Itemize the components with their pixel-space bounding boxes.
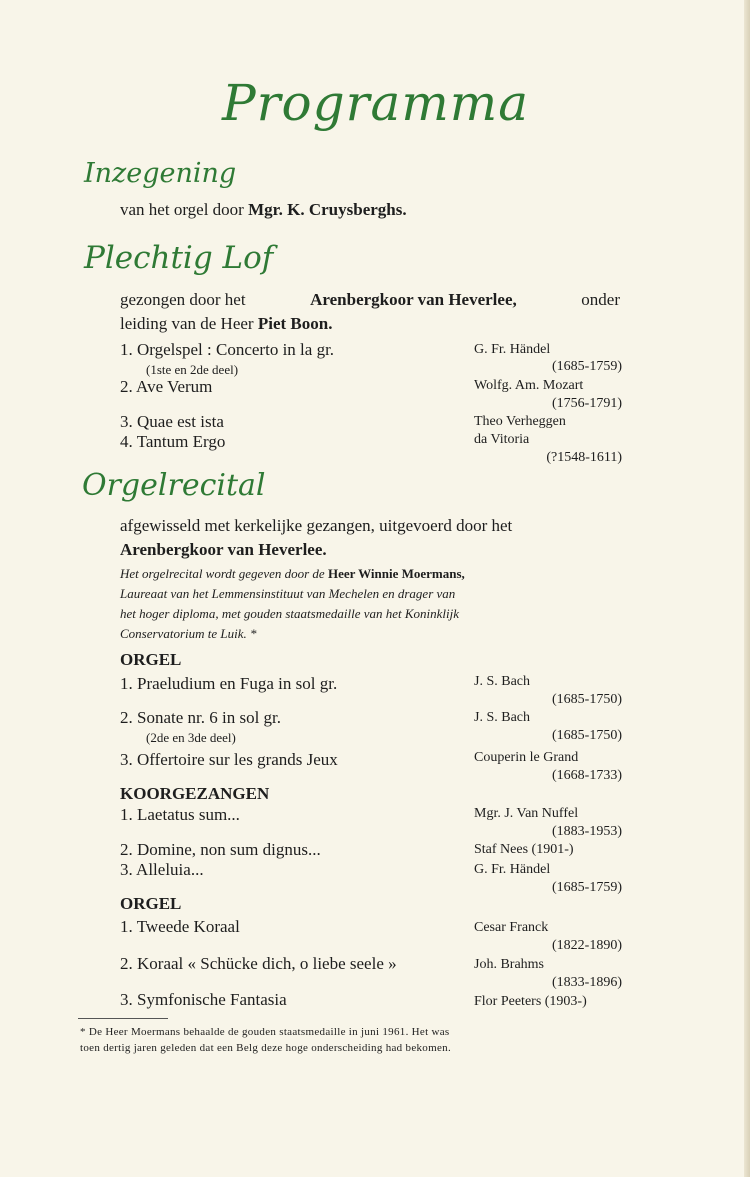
list-item: 1. Tweede Koraal [120, 917, 240, 936]
composer: Wolfg. Am. Mozart [474, 378, 584, 393]
plechtig-intro-line1 [120, 290, 620, 310]
list-item: 3. Quae est ista [120, 412, 224, 431]
plechtig-intro-a: gezongen door het [120, 290, 246, 309]
composer-dates: (1685-1759) [552, 880, 622, 895]
item-note: (1ste en 2de deel) [146, 362, 239, 377]
composer: G. Fr. Händel [474, 342, 551, 357]
section-label-koorgezangen: KOORGEZANGEN [120, 784, 270, 803]
list-item: 2. Domine, non sum dignus... [120, 840, 321, 859]
plechtig-intro-d: leiding van de Heer [120, 314, 254, 333]
section-label-orgel: ORGEL [120, 650, 182, 669]
list-item: 1. Orgelspel : Concerto in la gr. [120, 340, 335, 359]
composer: Theo Verheggen [474, 414, 566, 429]
list-item: 1. Praeludium en Fuga in sol gr. [120, 674, 338, 693]
orgelrecital-intro-line1: afgewisseld met kerkelijke gezangen, uitgevoerd door het [120, 516, 513, 535]
list-item: 3. Offertoire sur les grands Jeux [120, 750, 338, 769]
heading-plechtig-lof: Plechtig Lof [84, 240, 274, 276]
composer: Flor Peeters (1903-) [474, 994, 587, 1009]
composer: da Vitoria [474, 432, 530, 447]
heading-orgelrecital: Orgelrecital [82, 468, 266, 503]
composer: Couperin le Grand [474, 750, 579, 765]
composer-dates: (1685-1759) [552, 359, 622, 374]
recital-note-a: Het orgelrecital wordt gegeven door de [120, 566, 325, 581]
list-item: 2. Sonate nr. 6 in sol gr. [120, 708, 282, 727]
plechtig-intro-line2 [120, 314, 332, 334]
section-label-orgel-2: ORGEL [120, 894, 182, 913]
inzegening-text-b: Mgr. K. Cruysberghs. [248, 200, 407, 219]
list-item: 4. Tantum Ergo [120, 432, 226, 451]
footnote-divider [78, 1018, 168, 1019]
plechtig-intro-c: onder [581, 290, 620, 309]
composer: Mgr. J. Van Nuffel [474, 806, 579, 821]
composer-dates: (1668-1733) [552, 768, 622, 783]
composer-dates: (1685-1750) [552, 692, 622, 707]
inzegening-text [120, 200, 407, 220]
list-item: 2. Ave Verum [120, 377, 213, 396]
composer-dates: (1822-1890) [552, 938, 622, 953]
composer: J. S. Bach [474, 710, 530, 725]
composer: J. S. Bach [474, 674, 530, 689]
recital-note-line4: Conservatorium te Luik. * [120, 626, 257, 641]
composer: Cesar Franck [474, 920, 549, 935]
footnote-line2: toen dertig jaren geleden dat een Belg deze hoge onderscheiding had bekomen. [80, 1042, 451, 1054]
composer: G. Fr. Händel [474, 862, 551, 877]
page-title: Programma [222, 74, 529, 132]
list-item: 2. Koraal « Schücke dich, o liebe seele » [120, 954, 397, 973]
heading-inzegening: Inzegening [84, 158, 237, 189]
list-item: 1. Laetatus sum... [120, 805, 240, 824]
composer-dates: (1685-1750) [552, 728, 622, 743]
composer: Joh. Brahms [474, 957, 544, 972]
inzegening-text-a: van het orgel door [120, 200, 244, 219]
composer-dates: (?1548-1611) [546, 450, 622, 465]
recital-note-line3: het hoger diploma, met gouden staatsmedaille van het Koninklijk [120, 606, 460, 621]
plechtig-intro-b: Arenbergkoor van Heverlee, [310, 290, 517, 309]
recital-note-b: Heer Winnie Moermans, [327, 566, 465, 581]
composer-dates: (1756-1791) [552, 396, 622, 411]
composer-dates: (1883-1953) [552, 824, 622, 839]
recital-note-line1 [120, 566, 465, 582]
footnote-line1: * De Heer Moermans behaalde de gouden staatsmedaille in juni 1961. Het was [80, 1026, 450, 1038]
page-edge [744, 0, 750, 1177]
list-item: 3. Alleluia... [120, 860, 204, 879]
composer: Staf Nees (1901-) [474, 842, 574, 857]
recital-note-line2: Laureaat van het Lemmensinstituut van Mechelen en drager van [120, 586, 456, 601]
list-item: 3. Symfonische Fantasia [120, 990, 287, 1009]
orgelrecital-intro-line2: Arenbergkoor van Heverlee. [120, 540, 327, 559]
composer-dates: (1833-1896) [552, 975, 622, 990]
item-note: (2de en 3de deel) [146, 730, 236, 745]
plechtig-intro-e: Piet Boon. [257, 314, 333, 333]
